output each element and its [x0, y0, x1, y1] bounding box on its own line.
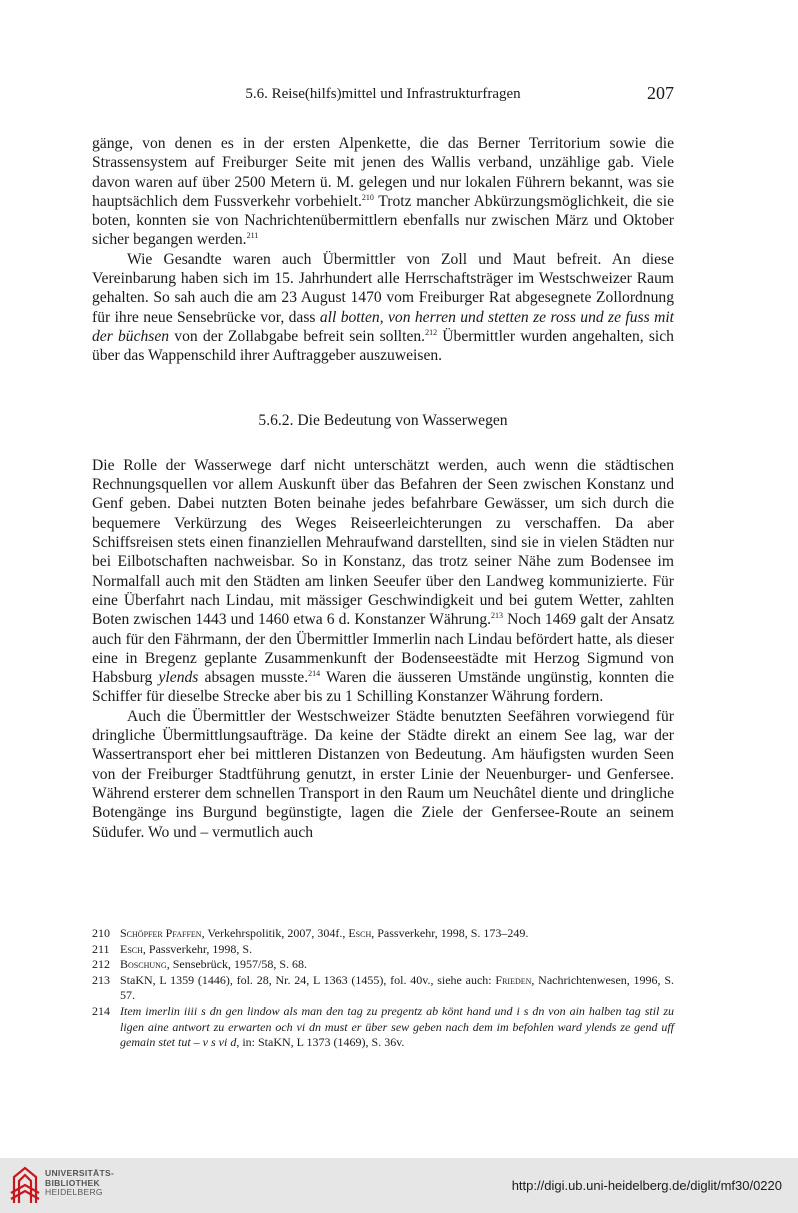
footnote-ref: 211 [246, 231, 259, 241]
running-header [92, 83, 674, 108]
permalink-url[interactable]: http://digi.ub.uni-heidelberg.de/diglit/mf30/0220 [511, 1178, 782, 1193]
footnote: 210 Schöpfer Pfaffen, Verkehrspolitik, 2007, 304f., Esch, Passverkehr, 1998, S. 173–249. [92, 926, 529, 940]
footnote: 212 Boschung, Sensebrück, 1957/58, S. 68. [92, 957, 308, 972]
main-text [92, 134, 674, 842]
footnotes [92, 926, 674, 1051]
paragraph-2: Wie Gesandte waren auch Übermittler von Zoll und Maut befreit. An diese Vereinbarung haben sich im 15. Jahrhundert alle Herrschaftsträger im Westschweizer Raum gehalten. So sah auch die am 23 August 1470 vom Freiburger Rat abgesegnete Zollordnung für ihre neue Sensebrücke vor, dass all botten, von herren und stetten ze ross und ze fuss mit der büchsen von der Zollabgabe befreit sein sollten.$^{212}$ Übermittler wurden angehalten, sich über das Wappenschild ihrer Auftraggeber auszuweisen. [92, 250, 674, 365]
running-title: 5.6. Reise(hilfs)mittel und Infrastrukturfragen [245, 86, 521, 102]
footnote: 211 Esch, Passverkehr, 1998, S. [92, 941, 253, 956]
library-name: UNIVERSITÄTS- BIBLIOTHEK HEIDELBERG [45, 1168, 115, 1198]
footnote-ref: 210 [361, 192, 374, 202]
library-logo-icon[interactable] [8, 1163, 42, 1207]
paragraph-1: gänge, von denen es in der ersten Alpenkette, die das Berner Territorium sowie die Strassensystem auf Freiburger Seite mit jenen des Wallis verband, unzählige gab. Viele davon waren auf über 2500 Metern ü. M. gelegen und nur lokalen Führern bekannt, was sie hauptsächlich dem Fussverkehr vorbehielt.$^{210}$ Trotz mancher Abkürzungsmöglichkeit, die sie boten, konnten sie von Nachrichtenübermittlern ebenfalls nur zwischen März und Oktober sicher begangen werden.$^{211}$ [92, 135, 674, 249]
quote-italic: ylends [158, 669, 199, 687]
footnote: 214 Item imerlin iiii s dn gen lindow als man den tag zu pregentz ab könt hand und i s dn von ain halben tag stil zu ligen aine antwort zu erwarten och vi dn must er über sew geben nach dem im befohlen ward ylends ze gend uff gemain stet tut – v s vi d, in: StaKN, L 1373 (1469), S. 36v. [92, 1003, 674, 1050]
section-heading: 5.6.2. Die Bedeutung von Wasserwegen [258, 411, 508, 429]
footnote-ref: 214 [308, 668, 321, 678]
viewer-footer [0, 1158, 798, 1213]
paragraph-4: Auch die Übermittler der Westschweizer Städte benutzten Seefähren vorwiegend für dringliche Übermittlungsaufträge. Da keine der Städte direkt an einem See lag, war der Wassertransport eher bei mittleren Distanzen von Bedeutung. Am häufigsten wurden Seen von der Freiburger Stadtführung genutzt, in erster Linie der Neuenburger- und Genfersee. Während ersterer dem schnellen Transport in den Raum um Neuchâtel diente und dringliche Botengänge ins Burgund begünstigte, lagen die Ziele der Genfersee-Route an seinem Südufer. Wo und – vermutlich auch [92, 707, 674, 841]
footnote-ref: 212 [425, 327, 438, 337]
paragraph-3: Die Rolle der Wasserwege darf nicht unterschätzt werden, auch wenn die städtischen Rechnungsquellen vor allem Auskunft über das Befahren der Seen zwischen Konstanz und Genf geben. Dabei nutzten Boten beinahe jedes befahrbare Gewässer, um sich durch die bequemere Verkürzung des Weges Reiseerleichterungen zu verschaffen. Da aber Schiffsreisen stets einen finanziellen Mehraufwand darstellten, sind sie in vielen Städten nur bei Eilbotschaften nachweisbar. So in Konstanz, das trotz seiner Nähe zum Bodensee im Normalfall auch mit den Städten am linken Seeufer über den Landweg kommunizierte. Für eine Überfahrt nach Lindau, mit mässiger Geschwindigkeit und bei gutem Wetter, zahlten Boten zwischen 1443 und 1460 etwa 6 d. Konstanzer Währung.$^{213}$ Noch 1469 galt der Ansatz auch für den Fährmann, der den Übermittler Immerlin nach Lindau befördert hatte, als dieser eine in Bregenz geplante Zusammenkunft der Bodenseestädte mit Herzog Sigmund von Habsburg ylends absagen musste.$^{214}$ Waren die äusseren Umstände ungünstig, konnten die Schiffer für dieselbe Strecke aber bis zu 1 Schilling Konstanzer Währung fordern. [92, 456, 674, 706]
page-number: 207 [647, 83, 674, 103]
footnote: 213 StaKN, L 1359 (1446), fol. 28, Nr. 24, L 1363 (1455), fol. 40v., siehe auch: Frieden, Nachrichtenwesen, 1996, S. 57. [92, 972, 674, 1003]
footnote-ref: 213 [491, 611, 504, 621]
quote-italic: all botten, von herren und stetten ze ross und ze fuss mit der büchsen [92, 308, 674, 345]
